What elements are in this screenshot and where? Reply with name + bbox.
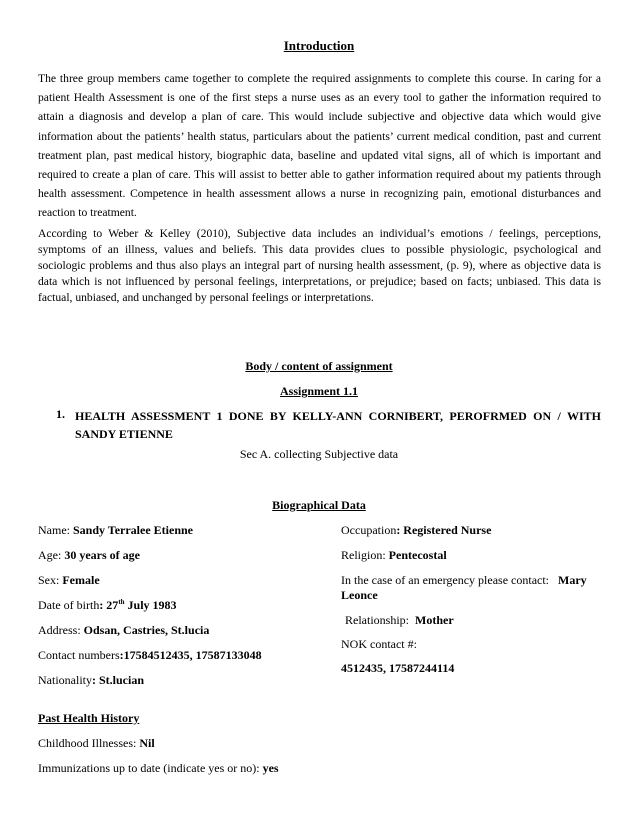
bio-occupation: Occupation: Registered Nurse — [341, 523, 492, 537]
intro-paragraph-2: According to Weber & Kelley (2010), Subjective data includes an individual’s emotions / feelings, perceptions, symptoms of an illness, values and beliefs. This data provides clues to possible physiologic, psychological and sociologic problems and thus also plays an integral part of nursing health assessment, (p. 9), where as objective data is data which is not influenced by personal feelings, interpretations, or prejudice; based on facts; unbiased. This data is factual, unbiased, and unchanged by personal feelings or interpretations. — [38, 227, 601, 304]
history-heading: Past Health History — [38, 711, 140, 725]
history-immunization: Immunizations up to date (indicate yes or no): yes — [38, 761, 279, 775]
intro-paragraph-1: The three group members came together to complete the required assignments to complete this course. In caring for a patient Health Assessment is one of the first steps a nurse uses as an every tool to gather the information required to attain a diagnosis and develop a plan of care. This would include subjective and objective data which would give information about the patients’ health status, particulars about the patients’ current medical condition, past and current treatment plan, past medical history, biographic data, baseline and updated vital signs, all of which is important and required to create a plan of care. This will assist to better able to gather information required about my patients through health assessment. Competence in health assessment allows a nurse in recognizing pain, emotional disturbances and reaction to treatment. — [38, 72, 601, 220]
bio-nok-label: NOK contact #: — [341, 637, 417, 651]
list-item-title: HEALTH ASSESSMENT 1 DONE BY KELLY-ANN CORNIBERT, PEROFRMED ON / WITH SANDY ETIENNE — [75, 409, 601, 441]
bio-nok-numbers: 4512435, 17587244114 — [341, 661, 455, 675]
assignment-label: Assignment 1.1 — [279, 384, 358, 398]
list-item-number: 1. — [56, 407, 65, 421]
bio-nationality: Nationality: St.lucian — [38, 673, 145, 687]
body-heading: Body / content of assignment — [245, 359, 393, 373]
bio-name: Name: Sandy Terralee Etienne — [38, 523, 194, 537]
bio-contact: Contact numbers:17584512435, 17587133048 — [38, 648, 262, 662]
bio-relationship: Relationship: Mother — [345, 613, 454, 627]
section-label: Sec A. collecting Subjective data — [239, 447, 399, 461]
bio-religion: Religion: Pentecostal — [341, 548, 447, 562]
bio-heading: Biographical Data — [272, 498, 366, 512]
intro-heading: Introduction — [283, 38, 355, 53]
bio-address: Address: Odsan, Castries, St.lucia — [38, 623, 210, 637]
bio-age: Age: 30 years of age — [38, 548, 140, 562]
history-childhood: Childhood Illnesses: Nil — [38, 736, 155, 750]
bio-emergency: In the case of an emergency please contact: Mary Leonce — [341, 573, 587, 602]
bio-sex: Sex: Female — [38, 573, 100, 587]
bio-dob: Date of birth: 27th July 1983 — [38, 598, 177, 612]
